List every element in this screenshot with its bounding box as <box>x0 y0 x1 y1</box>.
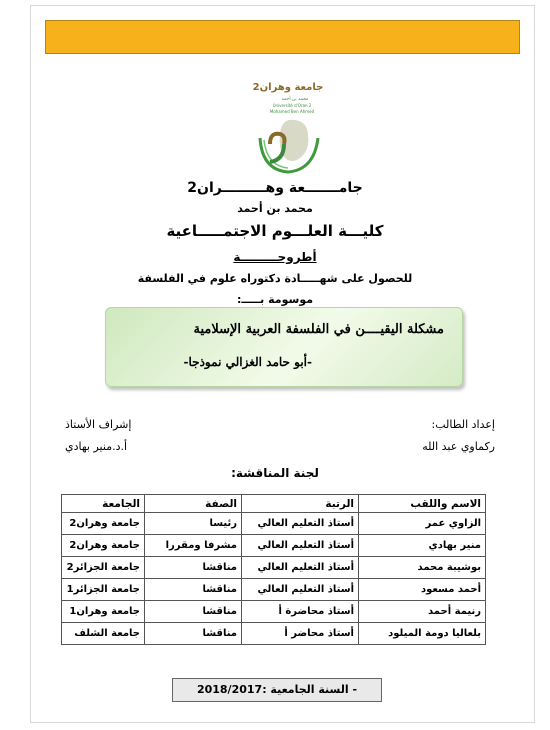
thesis-title-line1: مشكلة اليقيــــن في الفلسفة العربية الإسلامية <box>193 322 444 337</box>
header-university: الجامعة <box>62 495 145 513</box>
cell-role: رئيسا <box>145 513 242 535</box>
document-type: أطروحـــــــــة <box>233 250 317 264</box>
cell-role: مناقشا <box>145 557 242 579</box>
header-role: الصفة <box>145 495 242 513</box>
cell-role: مناقشا <box>145 601 242 623</box>
academic-year-box: - السنة الجامعية :2018/2017 <box>172 678 382 702</box>
cell-rank: أستاذ محاضرة أ <box>242 601 359 623</box>
cell-university: جامعة الجزائر2 <box>62 557 145 579</box>
cell-role: مشرفا ومقررا <box>145 535 242 557</box>
degree-purpose: للحصول على شهـــــادة دكتوراه علوم في الفلسفة <box>137 272 413 285</box>
header-rank: الرتبة <box>242 495 359 513</box>
student-label: إعداد الطالب: <box>431 418 495 431</box>
faculty-name: كليـــة العلـــوم الاجتمـــــاعية <box>166 222 384 240</box>
table-row <box>62 535 486 557</box>
committee-title: لجنة المناقشة: <box>231 466 319 480</box>
cell-name: الزاوي عمر <box>359 513 486 535</box>
thesis-title-line2: -أبو حامد الغزالي نموذجا- <box>183 355 312 369</box>
university-subname: محمد بن أحمد <box>237 202 313 215</box>
logo-text-name: محمد بن أحمد <box>281 97 309 102</box>
cell-rank: أستاذ التعليم العالي <box>242 557 359 579</box>
cell-role: مناقشا <box>145 623 242 645</box>
cell-university: جامعة وهران1 <box>62 601 145 623</box>
table-row <box>62 557 486 579</box>
logo-text-fr2: Mohamed Ben Ahmed <box>269 109 315 114</box>
cell-name: أحمد مسعود <box>359 579 486 601</box>
cell-name: بلعاليا دومة الميلود <box>359 623 486 645</box>
student-name: ركماوي عبد الله <box>422 440 495 453</box>
logo-text-ar: جامعة وهران2 <box>252 82 324 93</box>
logo-text-fr: Université d'Oran 2 <box>272 103 312 108</box>
top-header-bar <box>45 20 520 54</box>
cell-name: بوشيبة محمد <box>359 557 486 579</box>
cell-name: رنيمة أحمد <box>359 601 486 623</box>
supervisor-label: إشراف الأستاذ <box>65 418 132 431</box>
table-row <box>62 579 486 601</box>
header-name: الاسم واللقب <box>359 495 486 513</box>
cell-name: منير بهادي <box>359 535 486 557</box>
committee-table <box>61 494 486 645</box>
table-row <box>62 601 486 623</box>
cell-university: جامعة الجزائر1 <box>62 579 145 601</box>
cell-rank: أستاذ محاضر أ <box>242 623 359 645</box>
table-row <box>62 513 486 535</box>
cell-rank: أستاذ التعليم العالي <box>242 513 359 535</box>
cell-rank: أستاذ التعليم العالي <box>242 579 359 601</box>
table-row <box>62 623 486 645</box>
cell-rank: أستاذ التعليم العالي <box>242 535 359 557</box>
university-logo-icon <box>240 78 330 178</box>
thesis-title-box <box>105 307 463 387</box>
table-header-row <box>62 495 486 513</box>
cell-university: جامعة وهران2 <box>62 513 145 535</box>
cell-role: مناقشا <box>145 579 242 601</box>
cell-university: جامعة وهران2 <box>62 535 145 557</box>
university-name: جامـــــــعة وهـــــــــران2 <box>187 180 363 196</box>
cell-university: جامعة الشلف <box>62 623 145 645</box>
titled-label: موسومة بـــــ: <box>236 293 314 306</box>
supervisor-name: أ.د.منير بهادي <box>65 440 128 453</box>
